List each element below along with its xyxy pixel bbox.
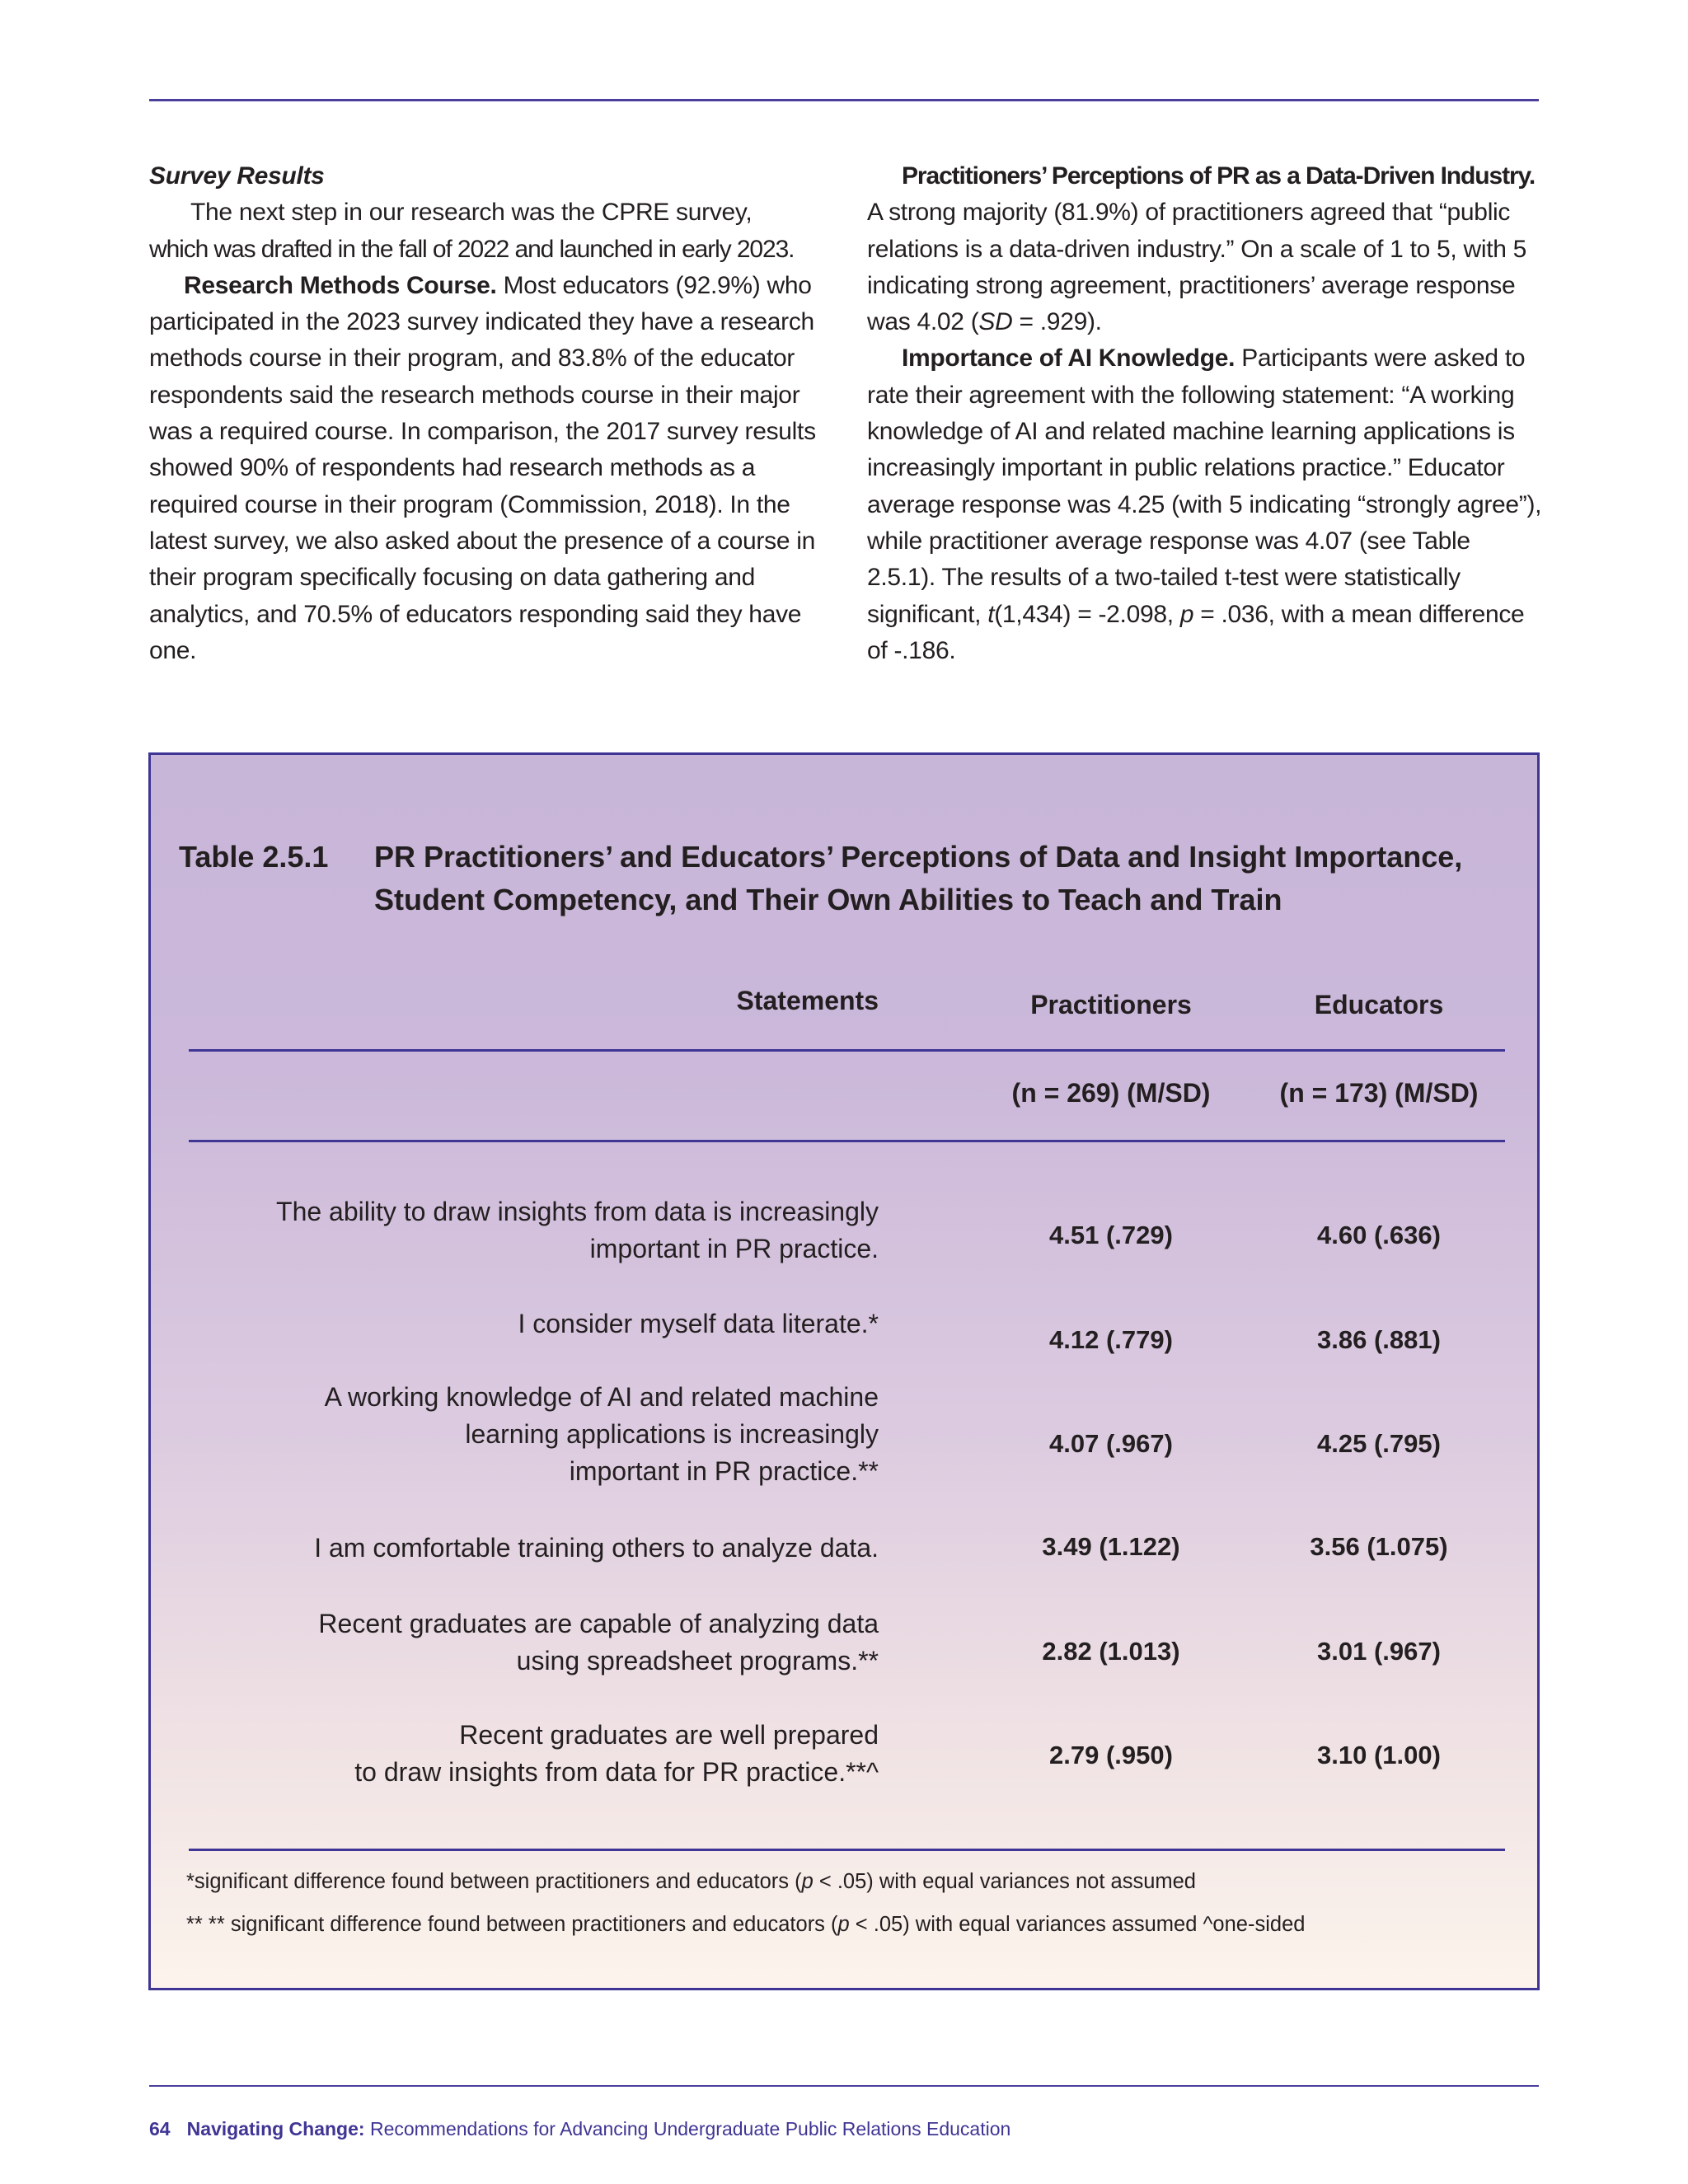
- right-column: [867, 158, 1543, 669]
- header-educators-n: (n = 173) (M/SD): [1279, 1078, 1479, 1108]
- statement-line: Recent graduates are capable of analyzing data: [318, 1609, 879, 1638]
- statement-line: important in PR practice.: [589, 1234, 879, 1263]
- publication-title-bold: Navigating Change:: [186, 2118, 365, 2139]
- footnote-text: < .05) with equal variances not assumed: [813, 1870, 1196, 1893]
- header-practitioners: Practitioners: [1030, 990, 1192, 1019]
- p-symbol: p: [1179, 600, 1194, 628]
- table-row-5-statement: [200, 1605, 879, 1680]
- ai-knowledge-text-c: = .036, with a mean difference of -.186.: [867, 600, 1525, 664]
- left-column: [149, 158, 825, 669]
- statement-line: using spreadsheet programs.**: [516, 1646, 879, 1675]
- research-methods-paragraph: [149, 268, 825, 669]
- ai-knowledge-paragraph: [867, 340, 1543, 669]
- statement-line: A working knowledge of AI and related machine: [324, 1382, 879, 1412]
- statement-line: important in PR practice.**: [569, 1456, 879, 1486]
- statement-line: The ability to draw insights from data is increasingly: [276, 1197, 879, 1226]
- table-row-1-statement: [200, 1193, 879, 1268]
- research-methods-text: Most educators (92.9%) who participated in the 2023 survey indicated they have a research methods course in their program, and 83.8% of the educator respondents said the research methods course in their major was a required course. In comparison, the 2017 survey results showed 90% of respondents had research methods as a required course in their program (Commission, 2018). In the latest survey, we also asked about the presence of a course in their program specifically focusing on data gathering and analytics, and 70.5% of educators responding said they have one.: [149, 271, 816, 664]
- table-title-line2: Student Competency, and Their Own Abilities to Teach and Train: [374, 883, 1282, 916]
- table-title-line1: PR Practitioners’ and Educators’ Perceptions of Data and Insight Importance,: [374, 840, 1463, 874]
- table-bottom-divider: [189, 1849, 1505, 1851]
- footnote-text: *significant difference found between practitioners and educators (: [186, 1870, 802, 1893]
- table-row-5-practitioners: 2.82 (1.013): [1042, 1637, 1180, 1666]
- header-divider-1: [189, 1049, 1505, 1052]
- publication-title-rest: Recommendations for Advancing Undergraduate Public Relations Education: [364, 2118, 1011, 2139]
- data-driven-text: A strong majority (81.9%) of practitioners agreed that “public relations is a data-driven industry.” On a scale of 1 to 5, with 5 indicating strong agreement, practitioners’ average response was 4.02 (: [867, 199, 1527, 336]
- header-statements: Statements: [736, 986, 879, 1015]
- research-methods-runin: Research Methods Course.: [184, 271, 497, 299]
- table-row-3-practitioners: 4.07 (.967): [1049, 1429, 1173, 1458]
- statement-line: to draw insights from data for PR practice.**^: [354, 1757, 879, 1787]
- statement-line: learning applications is increasingly: [465, 1419, 879, 1449]
- table-row-1-practitioners: 4.51 (.729): [1049, 1221, 1173, 1249]
- p-symbol: p: [801, 1870, 814, 1893]
- table-row-2-statement: [200, 1305, 879, 1343]
- intro-paragraph-line1: The next step in our research was the CPRE survey,: [190, 199, 753, 227]
- sd-label: SD: [978, 308, 1013, 336]
- data-driven-text-end: = .929).: [1012, 308, 1102, 336]
- footnote-1: [186, 1870, 1196, 1894]
- footnote-2: [186, 1913, 1305, 1937]
- table-title-text: [374, 836, 1528, 921]
- statement-line: I am comfortable training others to analyze data.: [314, 1533, 879, 1563]
- header-practitioners-n: (n = 269) (M/SD): [1011, 1078, 1211, 1108]
- bottom-rule: [149, 2085, 1539, 2087]
- table-row-4-educators: 3.56 (1.075): [1310, 1532, 1448, 1561]
- data-driven-paragraph: [867, 158, 1543, 340]
- statement-line: Recent graduates are well prepared: [459, 1720, 879, 1750]
- data-driven-runin: Practitioners’ Perceptions of PR as a Data-Driven Industry.: [902, 162, 1536, 190]
- statement-line: I consider myself data literate.*: [518, 1309, 879, 1338]
- intro-paragraph-line2: which was drafted in the fall of 2022 and launched in early 2023.: [149, 235, 795, 263]
- table-2-5-1: [148, 752, 1540, 1990]
- table-number: Table 2.5.1: [179, 840, 329, 874]
- page-footer: [149, 2118, 1010, 2140]
- ai-knowledge-text-b: (1,434) = -2.098,: [994, 600, 1180, 628]
- footnote-text: ** ** significant difference found between practitioners and educators (: [186, 1913, 838, 1936]
- table-row-3-statement: [200, 1379, 879, 1490]
- table-row-4-practitioners: 3.49 (1.122): [1042, 1532, 1180, 1561]
- table-row-2-practitioners: 4.12 (.779): [1049, 1325, 1173, 1354]
- table-row-6-educators: 3.10 (1.00): [1317, 1741, 1441, 1769]
- page-number: 64: [149, 2118, 171, 2139]
- section-heading: Survey Results: [149, 162, 325, 190]
- table-row-5-educators: 3.01 (.967): [1317, 1637, 1441, 1666]
- table-row-2-educators: 3.86 (.881): [1317, 1325, 1441, 1354]
- table-row-6-practitioners: 2.79 (.950): [1049, 1741, 1173, 1769]
- t-symbol: t: [987, 600, 995, 628]
- top-rule: [149, 99, 1539, 101]
- header-divider-2: [189, 1140, 1505, 1142]
- table-row-4-statement: [200, 1530, 879, 1567]
- table-row-6-statement: [200, 1717, 879, 1791]
- table-row-3-educators: 4.25 (.795): [1317, 1429, 1441, 1458]
- ai-knowledge-text: Participants were asked to rate their agreement with the following statement: “A working knowledge of AI and related machine learning applications is increasingly important in public relations practice.” Educator average response was 4.25 (with 5 indicating “strongly agree”), while practitioner average response was 4.07 (see Table 2.5.1). The results of a two-tailed t-test were statistically significant,: [867, 344, 1542, 628]
- footnote-text: < .05) with equal variances assumed ^one-sided: [849, 1913, 1306, 1936]
- p-symbol: p: [837, 1913, 850, 1936]
- ai-knowledge-runin: Importance of AI Knowledge.: [902, 344, 1236, 373]
- table-row-1-educators: 4.60 (.636): [1317, 1221, 1441, 1249]
- header-educators: Educators: [1314, 990, 1444, 1019]
